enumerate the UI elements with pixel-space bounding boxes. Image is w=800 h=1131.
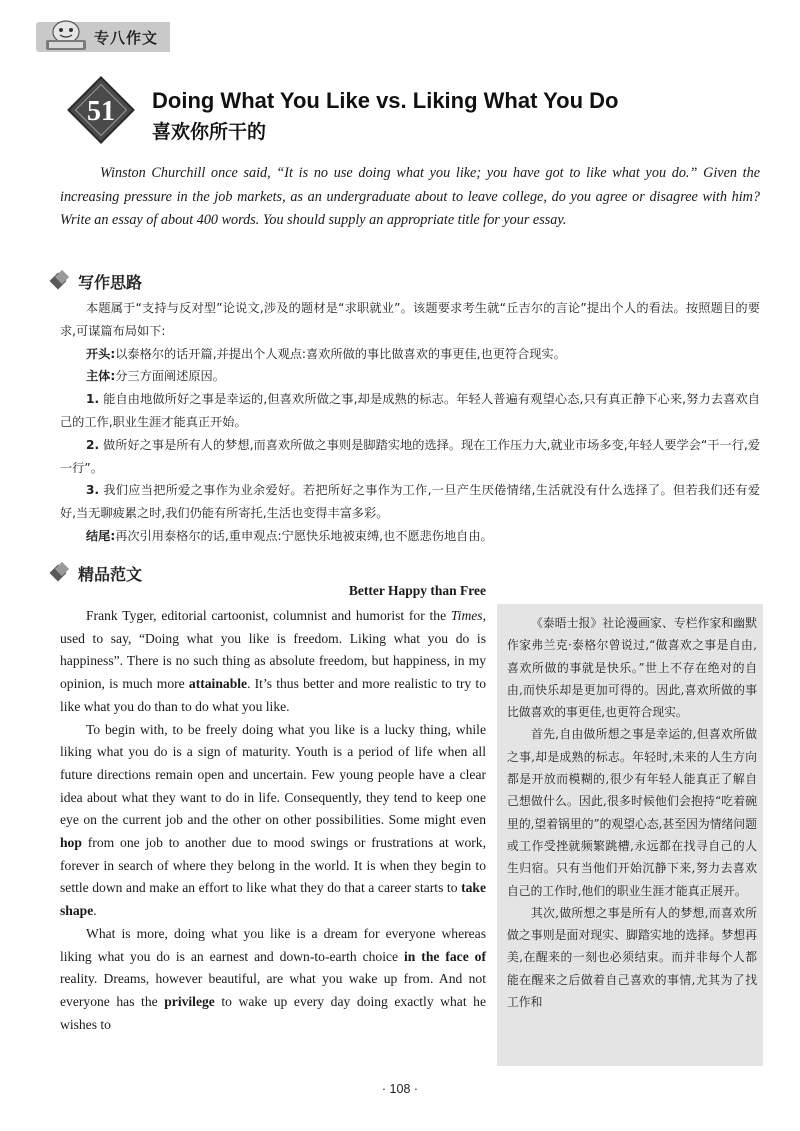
essay-paragraph: To begin with, to be freely doing what you like is a lucky thing, while liking what you do is a sign of maturity. Youth is a period of life when all future directions remain open and uncertain. Few young people have a clear idea about what they want to do in life. Consequently, they tend to keep one eye on the current job and the other on other possibilities. Some might even hop from one job to another due to mood swings or frustrations at work, forever in search of where they belong in the world. It is when they begin to settle down and make an effort to like what they do that a career starts to take shape. (60, 721, 486, 919)
ideas-point-1: 1. 能自由地做所好之事是幸运的,但喜欢所做之事,却是成熟的标志。年轻人普遍有观望心态,只有真正静下心来,努力去喜欢自己的工作,职业生涯才能真正开始。 (60, 392, 760, 429)
translation-text (507, 612, 757, 1013)
writing-ideas-heading: 写作思路 (50, 270, 142, 293)
ideas-point-2: 2. 做所好之事是所有人的梦想,而喜欢所做之事则是脚踏实地的选择。现在工作压力大,就业市场多变,年轻人要学会“干一行,爱一行”。 (60, 437, 761, 475)
title-chinese: 喜欢你所干的 (152, 121, 267, 143)
ideas-intro: 本题属于“支持与反对型”论说文,涉及的题材是“求职就业”。该题要求考生就“丘吉尔的言论”提出个人的看法。按照题目的要求,可谋篇布局如下: (60, 301, 760, 338)
ideas-point-3: 3. 我们应当把所爱之事作为业余爱好。若把所好之事作为工作,一旦产生厌倦情绪,生活就没有什么选择了。但若我们还有爱好,当无聊疲累之时,我们仍能有所寄托,生活也变得丰富多彩。 (60, 483, 761, 521)
translation-paragraph: 首先,自由做所想之事是幸运的,但喜欢所做之事,却是成熟的标志。年轻时,未来的人生方向都是开放而模糊的,很少有年轻人能真正了解自己想做什么。因此,很多时候他们会抱持“吃着碗里的,望着锅里的”的观望心态,甚至因为情绪问题或工作受挫就频繁跳槽,永远都在找寻自己的人生归宿。只有当他们开始沉静下来,努力去喜欢自己的工作时,他们的职业生涯才能真正展开。 (507, 727, 757, 898)
diamond-bullet-icon (50, 565, 68, 583)
essay-title: Better Happy than Free (348, 583, 486, 598)
ideas-body: 主体:分三方面阐述原因。 (86, 369, 225, 384)
diamond-bullet-icon (50, 273, 68, 291)
writing-ideas-body (60, 297, 760, 548)
translation-paragraph: 《泰晤士报》社论漫画家、专栏作家和幽默作家弗兰克·泰格尔曾说过,“做喜欢之事是自由,喜欢所做的事就是快乐。”世上不存在绝对的自由,而快乐却是更加可得的。因此,喜欢所做的事比做喜欢的事更佳,也更符合现实。 (507, 616, 757, 720)
page-number: · 108 · (381, 1082, 419, 1096)
number-badge-icon (66, 75, 136, 145)
essay-paragraph: What is more, doing what you like is a dream for everyone whereas liking what you do is an earnest and down-to-earth choice in the face of reality. Dreams, however beautiful, are what you wake up from. And not everyone has the privilege to wake up every day doing exactly what he wishes to (60, 925, 487, 1032)
section-label: 专八作文 (94, 29, 159, 47)
badge-number: 51 (87, 96, 115, 127)
essay-text (60, 605, 486, 1036)
essay-prompt: Winston Churchill once said, “It is no use doing what you like; you have got to like what you do.” Given the increasing pressure in the job markets, as an undergraduate about to leave college, do you agree or disagree with him? Write an essay of about 400 words. You should supply an appropriate title for your essay. (60, 165, 760, 228)
sample-essay-heading: 精品范文 (50, 562, 142, 585)
ideas-opening: 开头:以泰格尔的话开篇,并提出个人观点:喜欢所做的事比做喜欢的事更佳,也更符合现实。 (86, 346, 566, 361)
title-english: Doing What You Like vs. Liking What You Do (152, 88, 619, 113)
book-logo-icon (42, 18, 90, 52)
translation-paragraph: 其次,做所想之事是所有人的梦想,而喜欢所做之事则是面对现实、脚踏实地的选择。梦想再美,在醒来的一刻也必须结束。而并非每个人都能在醒来之后做着自己喜欢的事情,尤其为了找工作和 (507, 905, 757, 1010)
essay-paragraph: Frank Tyger, editorial cartoonist, columnist and humorist for the Times, used to say, “Doing what you like is freedom. Liking what you do is happiness”. There is no such thing as absolute freedom, but happiness, in my opinion, is much more attainable. It’s thus better and more realistic to try to like what you do than to do what you like. (60, 608, 486, 714)
ideas-ending: 结尾:再次引用泰格尔的话,重申观点:宁愿快乐地被束缚,也不愿悲伤地自由。 (86, 528, 493, 543)
